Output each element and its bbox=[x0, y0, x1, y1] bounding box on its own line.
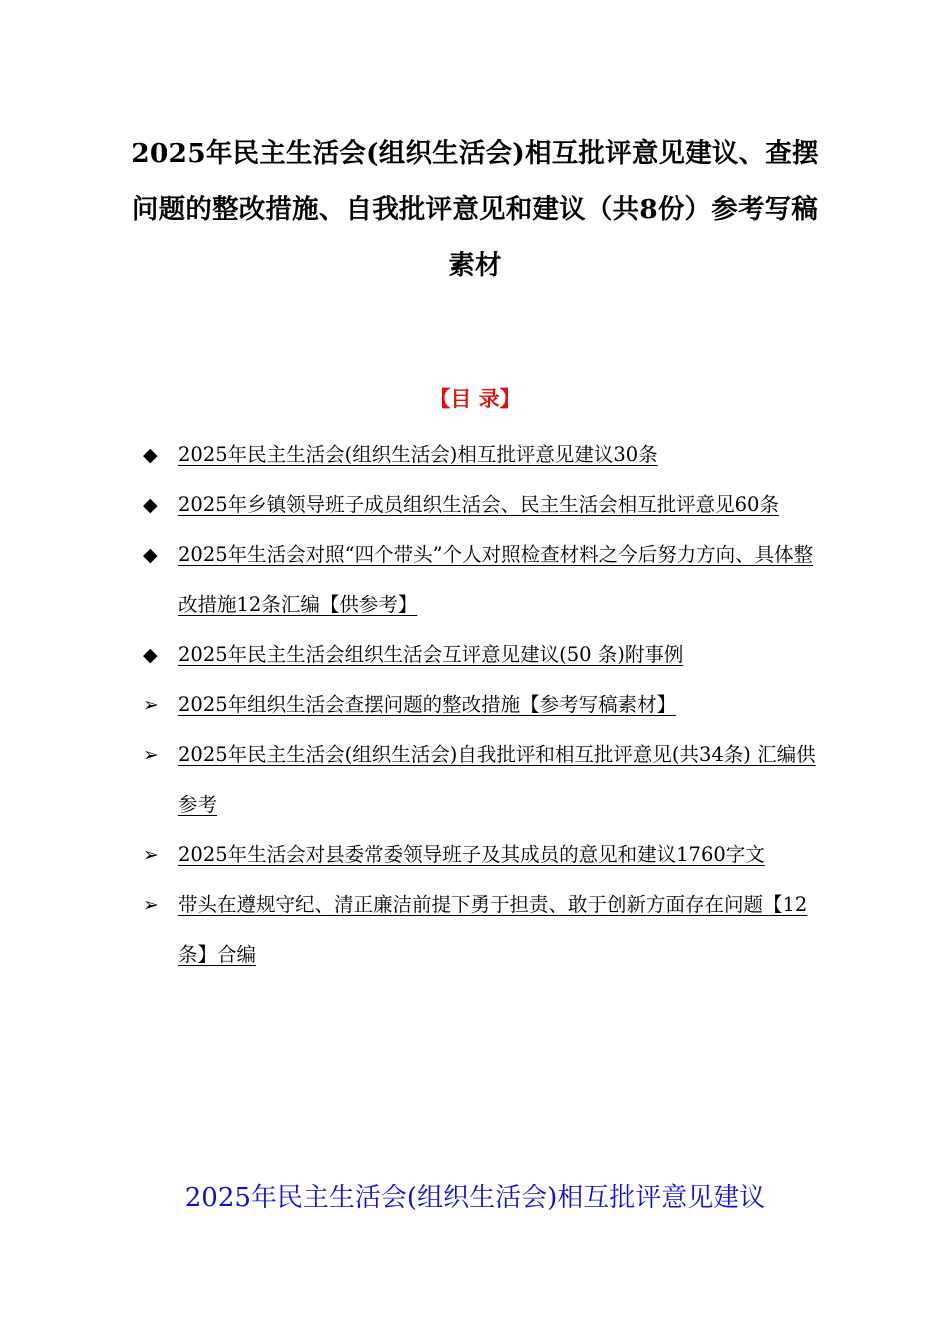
toc-link[interactable]: 2025年民主生活会(组织生活会)相互批评意见建议30条 bbox=[178, 443, 658, 466]
toc-link[interactable]: 2025年乡镇领导班子成员组织生活会、民主生活会相互批评意见60条 bbox=[178, 493, 779, 516]
toc-link[interactable]: 2025年生活会对县委常委领导班子及其成员的意见和建议1760字文 bbox=[178, 843, 765, 866]
arrowhead-icon: ➢ bbox=[143, 894, 159, 916]
toc-link[interactable]: 2025年民主生活会组织生活会互评意见建议(50 条)附事例 bbox=[178, 643, 684, 666]
toc-item bbox=[140, 680, 820, 730]
toc-item bbox=[140, 830, 820, 880]
toc-item bbox=[140, 730, 820, 830]
arrowhead-icon: ➢ bbox=[143, 744, 159, 766]
diamond-icon: ◆ bbox=[143, 544, 158, 566]
toc-link[interactable]: 2025年民主生活会(组织生活会)自我批评和相互批评意见(共34条) 汇编供参考 bbox=[178, 743, 816, 816]
toc-item bbox=[140, 880, 820, 980]
diamond-icon: ◆ bbox=[143, 644, 158, 666]
toc-item bbox=[140, 630, 820, 680]
toc-link[interactable]: 2025年生活会对照“四个带头”个人对照检查材料之今后努力方向、具体整改措施12条汇编【供参考】 bbox=[178, 543, 814, 616]
toc-item bbox=[140, 530, 820, 630]
toc-item bbox=[140, 480, 820, 530]
toc-link[interactable]: 带头在遵规守纪、清正廉洁前提下勇于担责、敢于创新方面存在问题【12条】合编 bbox=[178, 893, 808, 966]
arrowhead-icon: ➢ bbox=[143, 694, 159, 716]
arrowhead-icon: ➢ bbox=[143, 844, 159, 866]
toc-link[interactable]: 2025年组织生活会查摆问题的整改措施【参考写稿素材】 bbox=[178, 693, 677, 716]
diamond-icon: ◆ bbox=[143, 494, 158, 516]
diamond-icon: ◆ bbox=[143, 444, 158, 466]
toc-item bbox=[140, 430, 820, 480]
toc-heading: 【目 录】 bbox=[429, 386, 521, 411]
document-title: 2025年民主生活会(组织生活会)相互批评意见建议、查摆问题的整改措施、自我批评意见和建议（共8份）参考写稿素材 bbox=[131, 138, 819, 281]
table-of-contents bbox=[140, 430, 820, 980]
section-title: 2025年民主生活会(组织生活会)相互批评意见建议 bbox=[184, 1183, 766, 1213]
